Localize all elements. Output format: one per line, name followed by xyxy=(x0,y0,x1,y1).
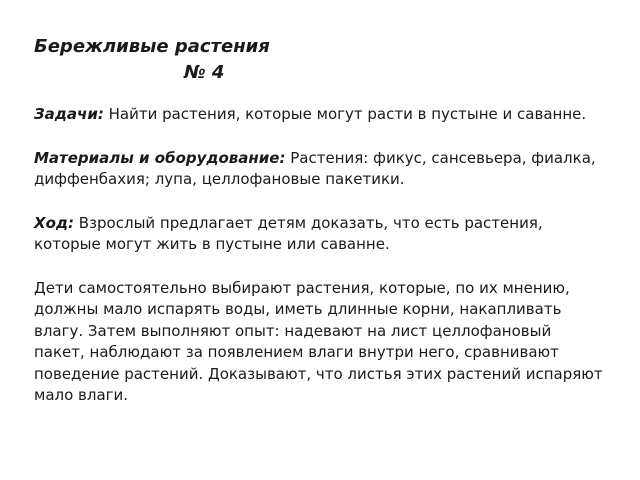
description-paragraph: Дети самостоятельно выбирают растения, которые, по их мнению, должны мало испарять воды, иметь длинные корни, накапливать влагу. Затем выполняют опыт: надевают на лист целлофановый пакет, наблюдают за появлением влаги внутри него, сравнивают поведение растений. Доказывают, что листья этих растений испаряют мало влаги. xyxy=(34,278,603,404)
procedure-paragraph xyxy=(34,213,606,256)
content-body xyxy=(34,104,606,429)
procedure-label: Ход: xyxy=(34,213,74,232)
tasks-paragraph xyxy=(34,104,606,126)
procedure-text: Взрослый предлагает детям доказать, что есть растения, которые могут жить в пустыне или саванне. xyxy=(34,213,543,253)
title-text: Бережливые растения xyxy=(34,36,270,57)
title-number: № 4 xyxy=(184,62,225,83)
materials-paragraph xyxy=(34,148,606,191)
materials-label: Материалы и оборудование: xyxy=(34,148,286,167)
tasks-label: Задачи: xyxy=(34,105,104,123)
tasks-text: Найти растения, которые могут расти в пустыне и саванне. xyxy=(108,105,587,123)
materials-text: Растения: фикус, сансевьера, фиалка, диффенбахия; лупа, целлофановые пакетики. xyxy=(34,148,596,188)
page-title xyxy=(34,34,270,86)
